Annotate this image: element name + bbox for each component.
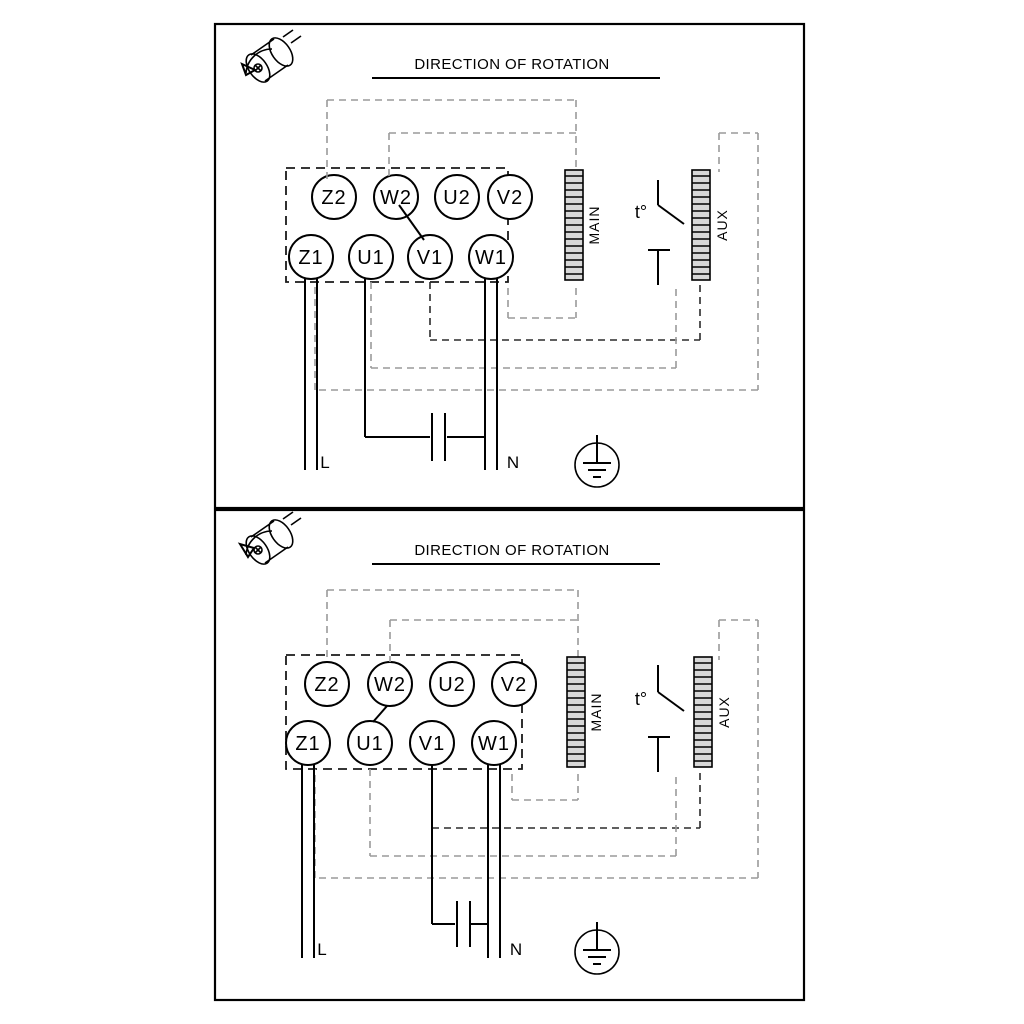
thermal-switch-bottom-label: t° [634,689,648,709]
panel-top [215,24,804,508]
terminal-u2-bottom-label: U2 [438,674,466,696]
terminal-w2-bottom-label: W2 [374,674,406,696]
supply-line-top-n-label: N [506,453,520,472]
rotation-title-top: DIRECTION OF ROTATION [414,56,610,73]
supply-line-top-l-label: L [320,453,330,472]
capacitor-top [365,279,485,461]
terminal-u2-top-label: U2 [443,187,471,209]
thermal-switch-top-label: t° [634,202,648,222]
coil-aux-bottom [694,657,712,767]
terminal-u1-top-label: U1 [357,247,385,269]
coil-aux-top-label: AUX [714,209,730,241]
terminal-z2-top-label: Z2 [321,187,347,209]
terminal-w2-top-label: W2 [380,187,412,209]
terminal-v2-top-label: V2 [496,187,524,209]
thermal-switch-top [635,180,684,285]
terminal-row-bottom-lower [286,721,516,765]
terminal-row-bottom-upper [305,662,536,706]
terminal-z1-bottom-label: Z1 [295,733,321,755]
terminal-v1-top-label: V1 [416,247,444,269]
terminal-z1-top-label: Z1 [298,247,324,269]
terminal-v1-bottom-label: V1 [418,733,446,755]
coil-main-bottom [567,657,585,767]
terminal-row-top-lower [289,235,513,279]
coil-main-top [565,170,583,280]
terminal-v2-bottom-label: V2 [500,674,528,696]
coil-main-bottom-label: MAIN [588,692,604,732]
terminal-row-top-upper [312,175,532,219]
terminal-u1-bottom-label: U1 [356,733,384,755]
panel-bottom [215,510,804,1000]
motor-rotation-icon-bottom [240,512,301,568]
earth-ground-top [575,435,619,487]
coil-aux-top [692,170,710,280]
thermal-switch-bottom [635,665,684,772]
supply-lines-top [305,279,519,472]
supply-line-bottom-n-label: N [509,940,523,959]
coil-main-top-label: MAIN [586,205,602,245]
motor-rotation-icon [241,30,301,86]
earth-ground-bottom [575,922,619,974]
terminal-w1-top-label: W1 [475,247,507,269]
terminal-z2-bottom-label: Z2 [314,674,340,696]
supply-lines-bottom [302,765,522,959]
jumper-bottom [373,706,387,722]
rotation-title-bottom: DIRECTION OF ROTATION [414,542,610,559]
coil-aux-bottom-label: AUX [716,696,732,728]
terminal-w1-bottom-label: W1 [478,733,510,755]
supply-line-bottom-l-label: L [317,940,327,959]
